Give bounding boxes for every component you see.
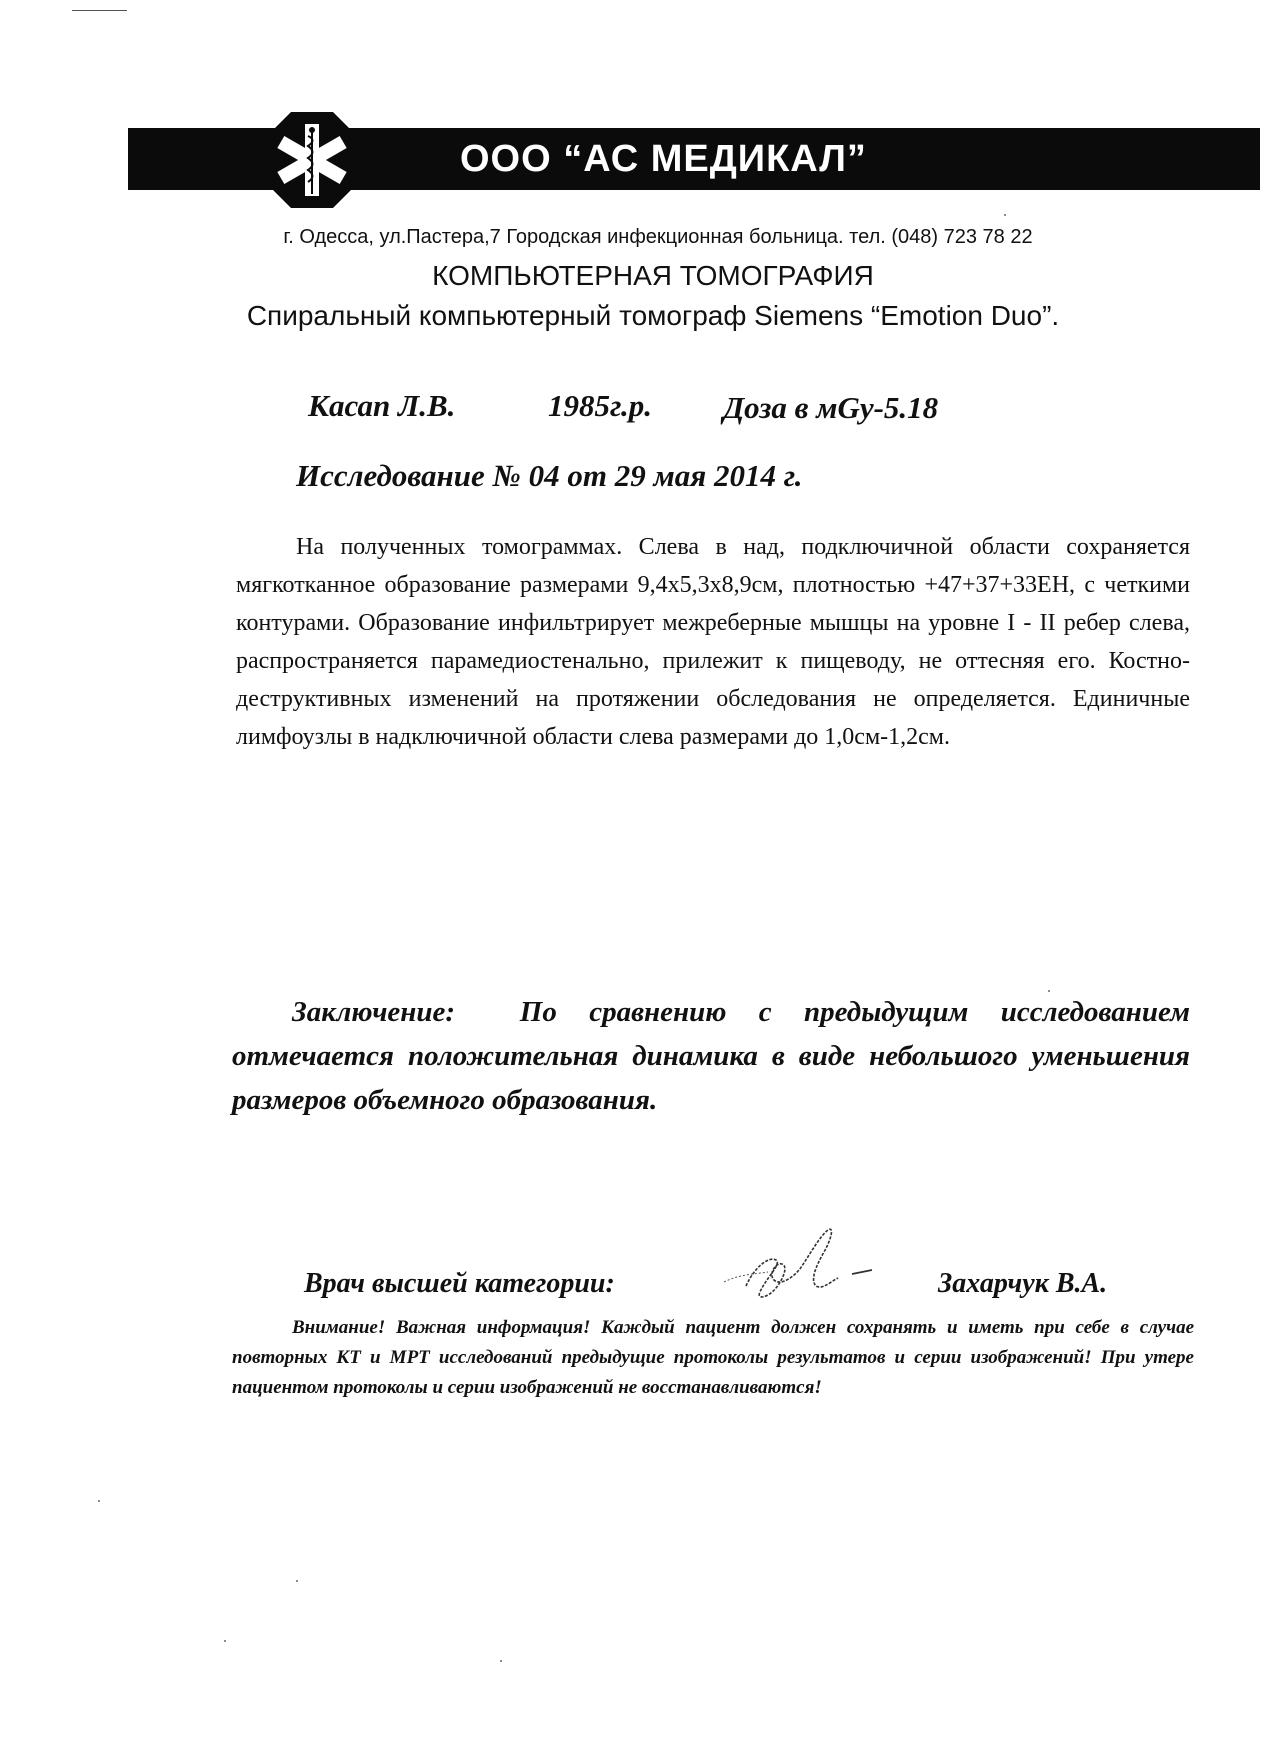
doctor-name: Захарчук В.А. xyxy=(938,1268,1108,1299)
star-of-life-icon xyxy=(262,110,362,210)
radiation-dose: Доза в мGy-5.18 xyxy=(723,390,939,425)
findings-text: На полученных томограммах. Слева в над, подключичной области сохраняется мягкотканное образование размерами 9,4х5,3х8,9см, плотностью +47+37+33ЕН, с четкими контурами. Образование инфильтрирует межреберные мышцы на уровне I - II ребер слева, распространяется парамедиостенально, прилежит к пищеводу, не оттесняя его. Костно-деструктивных изменений на протяжении обследования не определяется. Единичные лимфоузлы в надключичной области слева размерами до 1,0см-1,2см. xyxy=(236,534,1190,750)
conclusion-label: Заключение: xyxy=(292,996,456,1028)
scan-mark xyxy=(72,10,127,11)
doctor-signature xyxy=(716,1208,896,1318)
department-title: КОМПЬЮТЕРНАЯ ТОМОГРАФИЯ xyxy=(432,260,874,291)
scan-speck xyxy=(296,1580,298,1582)
scanner-model: Спиральный компьютерный томограф Siemens “Emotion Duo”. xyxy=(246,300,1060,331)
scan-speck xyxy=(98,1500,100,1502)
patient-birth-year: 1985г.р. xyxy=(548,388,653,423)
patient-notice: Внимание! Важная информация! Каждый пациент должен сохранять и иметь при себе в случае повторных КТ и МРТ исследований предыдущие протоколы результатов и серии изображений! При утере пациентом протоколы и серии изображений не восстанавливаются! xyxy=(232,1317,1194,1398)
patient-name: Касап Л.В. xyxy=(308,388,456,423)
conclusion-text: По сравнению с предыдущим исследованием отмечается положительная динамика в виде небольшого уменьшения размеров объемного образования. xyxy=(232,996,1190,1116)
company-name: ООО “АС МЕДИКАЛ” xyxy=(460,138,867,180)
conclusion-block xyxy=(232,990,1190,1122)
scan-speck xyxy=(500,1660,502,1662)
scan-speck xyxy=(1004,214,1006,216)
doctor-title: Врач высшей категории: xyxy=(304,1268,615,1299)
scan-speck xyxy=(1048,990,1050,992)
scan-speck xyxy=(224,1640,226,1642)
study-number-date: Исследование № 04 от 29 мая 2014 г. xyxy=(296,458,803,493)
clinic-address: г. Одесса, ул.Пастера,7 Городская инфекционная больница. тел. (048) 723 78 22 xyxy=(283,226,1033,248)
